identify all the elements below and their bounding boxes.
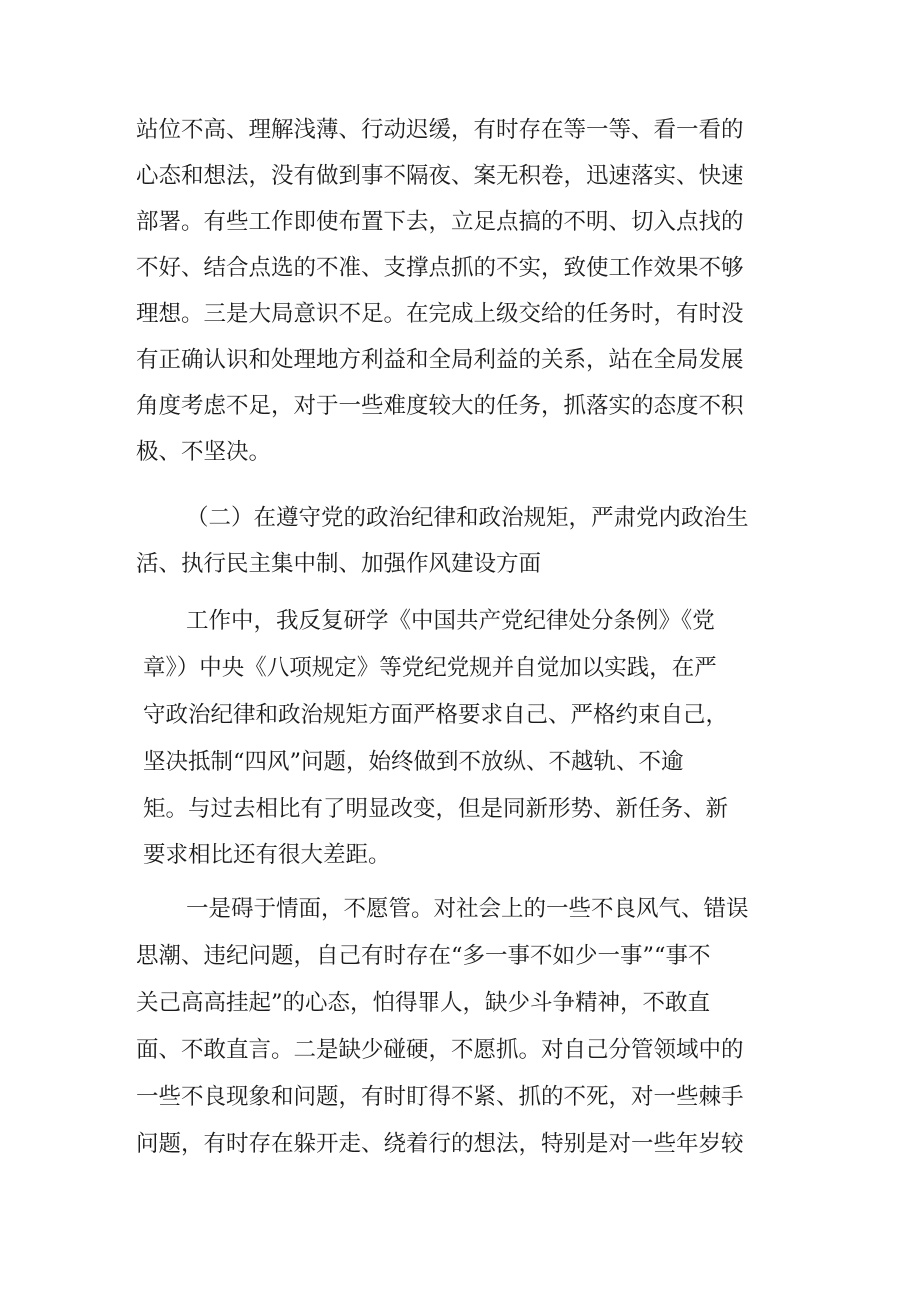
text-line-1: 站位不高、理解浅薄、行动迟缓，有时存在等一等、看一看的 — [136, 117, 744, 143]
text-line-3: 部署。有些工作即使布置下去，立足点搞的不明、切入点找的 — [136, 209, 744, 235]
text-line-22: 问题，有时存在躲开走、绕着行的想法，特别是对一些年岁较 — [136, 1131, 744, 1157]
text-line-6: 有正确认识和处理地方利益和全局利益的关系，站在全局发展 — [136, 347, 744, 373]
text-line-4: 不好、结合点选的不准、支撑点抓的不实，致使工作效果不够 — [136, 255, 744, 281]
section-heading-line-2: 活、执行民主集中制、加强作风建设方面 — [136, 551, 542, 577]
text-line-21: 一些不良现象和问题，有时盯得不紧、抓的不死，对一些棘手 — [136, 1084, 744, 1110]
text-line-17: 一是碍于情面，不愿管。对社会上的一些不良风气、错误 — [186, 896, 749, 922]
text-line-20: 面、不敢直言。二是缺少碰硬，不愿抓。对自己分管领域中的 — [136, 1037, 744, 1063]
text-line-14: 坚决抵制“四风”问题，始终做到不放纵、不越轨、不逾 — [143, 749, 684, 775]
text-line-11: 工作中，我反复研学《中国共产党纪律处分条例》《党 — [186, 608, 715, 634]
text-line-7: 角度考虑不足，对于一些难度较大的任务，抓落实的态度不积 — [136, 393, 744, 419]
text-line-8: 极、不坚决。 — [136, 439, 272, 465]
section-heading-line-1: （二）在遵守党的政治纪律和政治规矩，严肃党内政治生 — [186, 505, 749, 531]
text-line-19: 关己高高挂起”的心态，怕得罪人，缺少斗争精神，不敢直 — [136, 990, 711, 1016]
text-line-12: 章》）中央《八项规定》等党纪党规并自觉加以实践，在严 — [143, 655, 717, 681]
text-line-13: 守政治纪律和政治规矩方面严格要求自己、严格约束自己， — [143, 702, 729, 728]
text-line-16: 要求相比还有很大差距。 — [143, 842, 391, 868]
text-line-2: 心态和想法，没有做到事不隔夜、案无积卷，迅速落实、快速 — [136, 163, 744, 189]
text-line-15: 矩。与过去相比有了明显改变，但是同新形势、新任务、新 — [143, 796, 729, 822]
text-line-18: 思潮、违纪问题，自己有时存在“多一事不如少一事”“事不 — [136, 943, 711, 969]
text-line-5: 理想。三是大局意识不足。在完成上级交给的任务时，有时没 — [136, 301, 744, 327]
